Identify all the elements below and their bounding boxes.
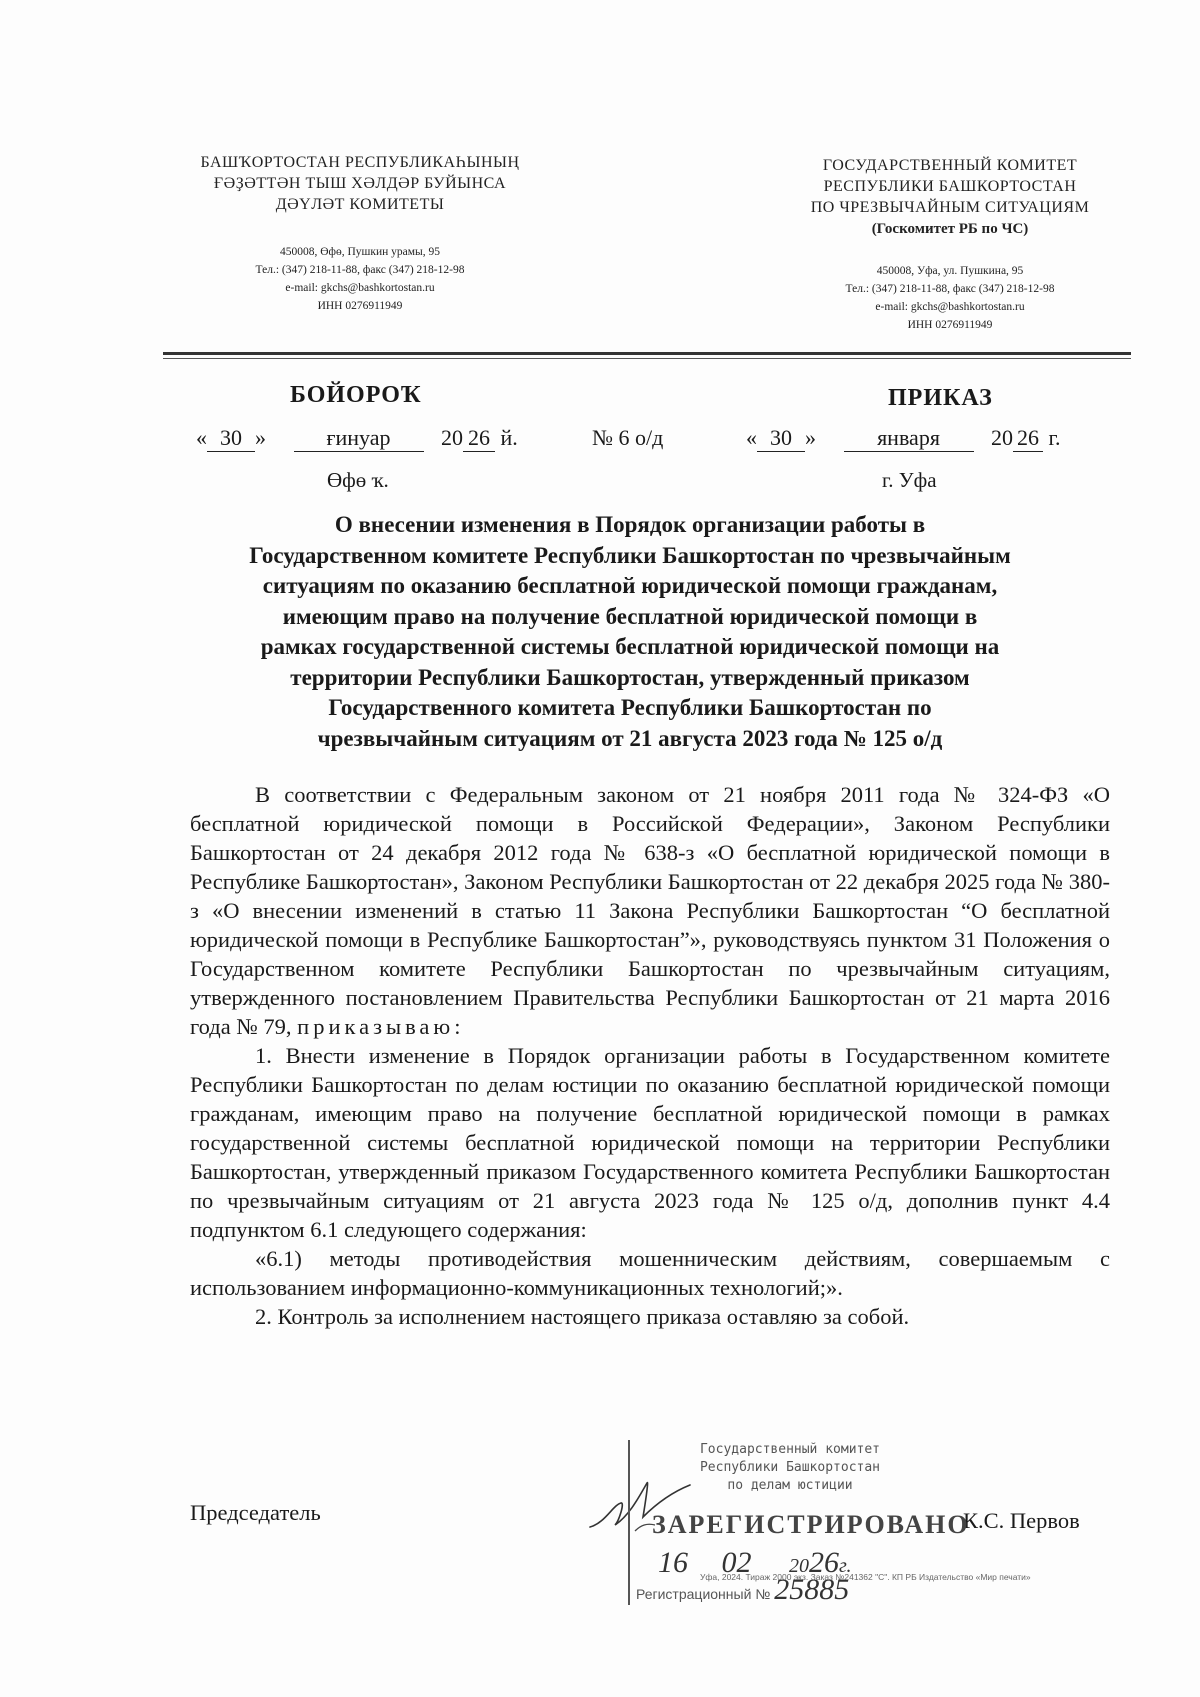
stamp-year-unit: г.	[839, 1555, 852, 1577]
heading-line: О внесении изменения в Порядок организации работы в	[334, 512, 926, 537]
preamble-text: В соответствии с Федеральным законом от 21 ноября 2011 года № 324-ФЗ «О бесплатной юридической помощи в Российской Федерации», Законом Республики Башкортостан от 24 декабря 2012 года № 638-з «О бесплатной юридической помощи в Республике Башкортостан», Законом Республики Башкортостан от 22 декабря 2025 года № 380-з «О внесении изменений в статью 11 Закона Республики Башкортостан “О бесплатной юридической помощи в Республике Башкортостан”», руководствуясь пунктом 31 Положения о Государственном комитете Республики Башкортостан по чрезвычайным ситуациям, утвержденного постановлением Правительства Республики Башкортостан от 21 марта 2016 года № 79,	[190, 782, 1110, 1039]
quote-open: «	[746, 425, 757, 450]
date-year-prefix: 20	[441, 425, 463, 450]
date-year-unit: г.	[1048, 425, 1061, 450]
doc-title-bashkir: БОЙОРОҠ	[290, 382, 422, 408]
phone: Тел.: (347) 218-11-88, факс (347) 218-12-98	[255, 264, 465, 276]
stamp-month: 02	[721, 1546, 752, 1579]
date-month: ғинуар	[294, 425, 424, 452]
org-name-line: БАШҠОРТОСТАН РЕСПУБЛИКАҺЫНЫҢ	[200, 154, 520, 171]
item-2-paragraph: 2. Контроль за исполнением настоящего приказа оставляю за собой.	[255, 1304, 910, 1329]
doc-title-russian: ПРИКАЗ	[888, 385, 993, 411]
heading-line: рамках государственной системы бесплатной юридической помощи на	[260, 634, 1000, 659]
doc-number: № 6 о/д	[592, 425, 664, 450]
item-1-quote-paragraph: «6.1) методы противодействия мошенническим действиям, совершаемым с использованием информационно-коммуникационных технологий;».	[190, 1246, 1110, 1300]
date-russian	[746, 425, 1061, 452]
heading-line: Государственном комитете Республики Башкортостан по чрезвычайным	[249, 542, 1011, 568]
heading-line: территории Республики Башкортостан, утвержденный приказом	[290, 664, 970, 690]
date-day: 30	[207, 425, 255, 452]
inn: ИНН 0276911949	[907, 319, 993, 331]
print-imprint: Уфа, 2024. Тираж 2000 экз. Заказ №241362 "С". КП РБ Издательство «Мир печати»	[700, 1572, 1031, 1582]
contact-block	[760, 262, 1140, 334]
address: 450008, Уфа, ул. Пушкина, 95	[876, 265, 1024, 277]
quote-close: »	[805, 425, 816, 450]
date-month: января	[844, 425, 974, 452]
header-left-bashkir	[150, 152, 570, 315]
date-day: 30	[757, 425, 805, 452]
header-divider-thick	[163, 352, 1131, 355]
city-russian: г. Уфа	[882, 468, 937, 492]
header-right-russian	[760, 155, 1140, 334]
quote-open: «	[196, 425, 207, 450]
date-year-suffix: 26	[1013, 425, 1043, 452]
item-1-paragraph: 1. Внести изменение в Порядок организации работы в Государственном комитете Республики Башкортостан по делам юстиции по оказанию бесплатной юридической помощи гражданам, имеющим право на получение бесплатной юридической помощи в рамках государственной системы бесплатной юридической помощи на территории Республики Башкортостан, утвержденный приказом Государственного комитета Республики Башкортостан по чрезвычайным ситуациям от 21 августа 2023 года № 125 о/д, дополнив пункт 4.4 подпунктом 6.1 следующего содержания:	[190, 1043, 1110, 1242]
stamp-registered-label: ЗАРЕГИСТРИРОВАНО	[652, 1510, 970, 1539]
signatory-position: Председатель	[190, 1500, 321, 1525]
heading-line: Государственного комитета Республики Башкортостан по	[328, 695, 932, 720]
signatory-name: К.С. Первов	[963, 1508, 1080, 1533]
stamp-org-line: Республики Башкортостан	[699, 1460, 880, 1475]
org-name-line: ДӘҮЛӘТ КОМИТЕТЫ	[275, 196, 445, 213]
order-word: приказываю:	[297, 1014, 465, 1039]
heading-line: чрезвычайным ситуациям от 21 августа 2023 года № 125 о/д	[317, 725, 943, 751]
header-divider-thin	[163, 358, 1131, 359]
stamp-year-prefix: 20	[789, 1555, 809, 1577]
date-year-prefix: 20	[991, 425, 1013, 450]
heading-line: ситуациям по оказанию бесплатной юридической помощи гражданам,	[262, 573, 998, 598]
date-year-unit: й.	[500, 425, 518, 450]
contact-block	[150, 243, 570, 315]
order-body	[190, 780, 1110, 1331]
org-name-line: ГОСУДАРСТВЕННЫЙ КОМИТЕТ	[822, 157, 1078, 174]
org-name-line: РЕСПУБЛИКИ БАШКОРТОСТАН	[823, 178, 1077, 195]
address: 450008, Өфө, Пушкин урамы, 95	[279, 246, 441, 258]
quote-close: »	[255, 425, 266, 450]
org-name-line: ПО ЧРЕЗВЫЧАЙНЫМ СИТУАЦИЯМ	[810, 199, 1090, 216]
stamp-day: 16	[658, 1546, 688, 1579]
date-year-suffix: 26	[463, 425, 495, 452]
inn: ИНН 0276911949	[317, 300, 403, 312]
email: e-mail: gkchs@bashkortostan.ru	[285, 282, 435, 294]
stamp-org-line: Государственный комитет	[699, 1442, 880, 1457]
stamp-year-suffix: 26	[809, 1546, 839, 1579]
preamble-paragraph	[190, 780, 1110, 1041]
stamp-org-line: по делам юстиции	[727, 1478, 853, 1493]
order-heading	[190, 510, 1070, 754]
date-bashkir	[196, 425, 518, 452]
heading-line: имеющим право на получение бесплатной юридической помощи в	[282, 603, 978, 629]
org-name-line: ҒӘҘӘТТӘН ТЫШ ХӘЛДӘР БУЙЫНСА	[213, 175, 507, 192]
stamp-reg-label: Регистрационный №	[636, 1586, 771, 1602]
email: e-mail: gkchs@bashkortostan.ru	[875, 301, 1025, 313]
org-short-name: (Госкомитет РБ по ЧС)	[871, 221, 1029, 237]
stamp-reg-value: 25885	[774, 1573, 850, 1606]
city-bashkir: Өфө ҡ.	[327, 468, 389, 492]
phone: Тел.: (347) 218-11-88, факс (347) 218-12-98	[845, 283, 1055, 295]
